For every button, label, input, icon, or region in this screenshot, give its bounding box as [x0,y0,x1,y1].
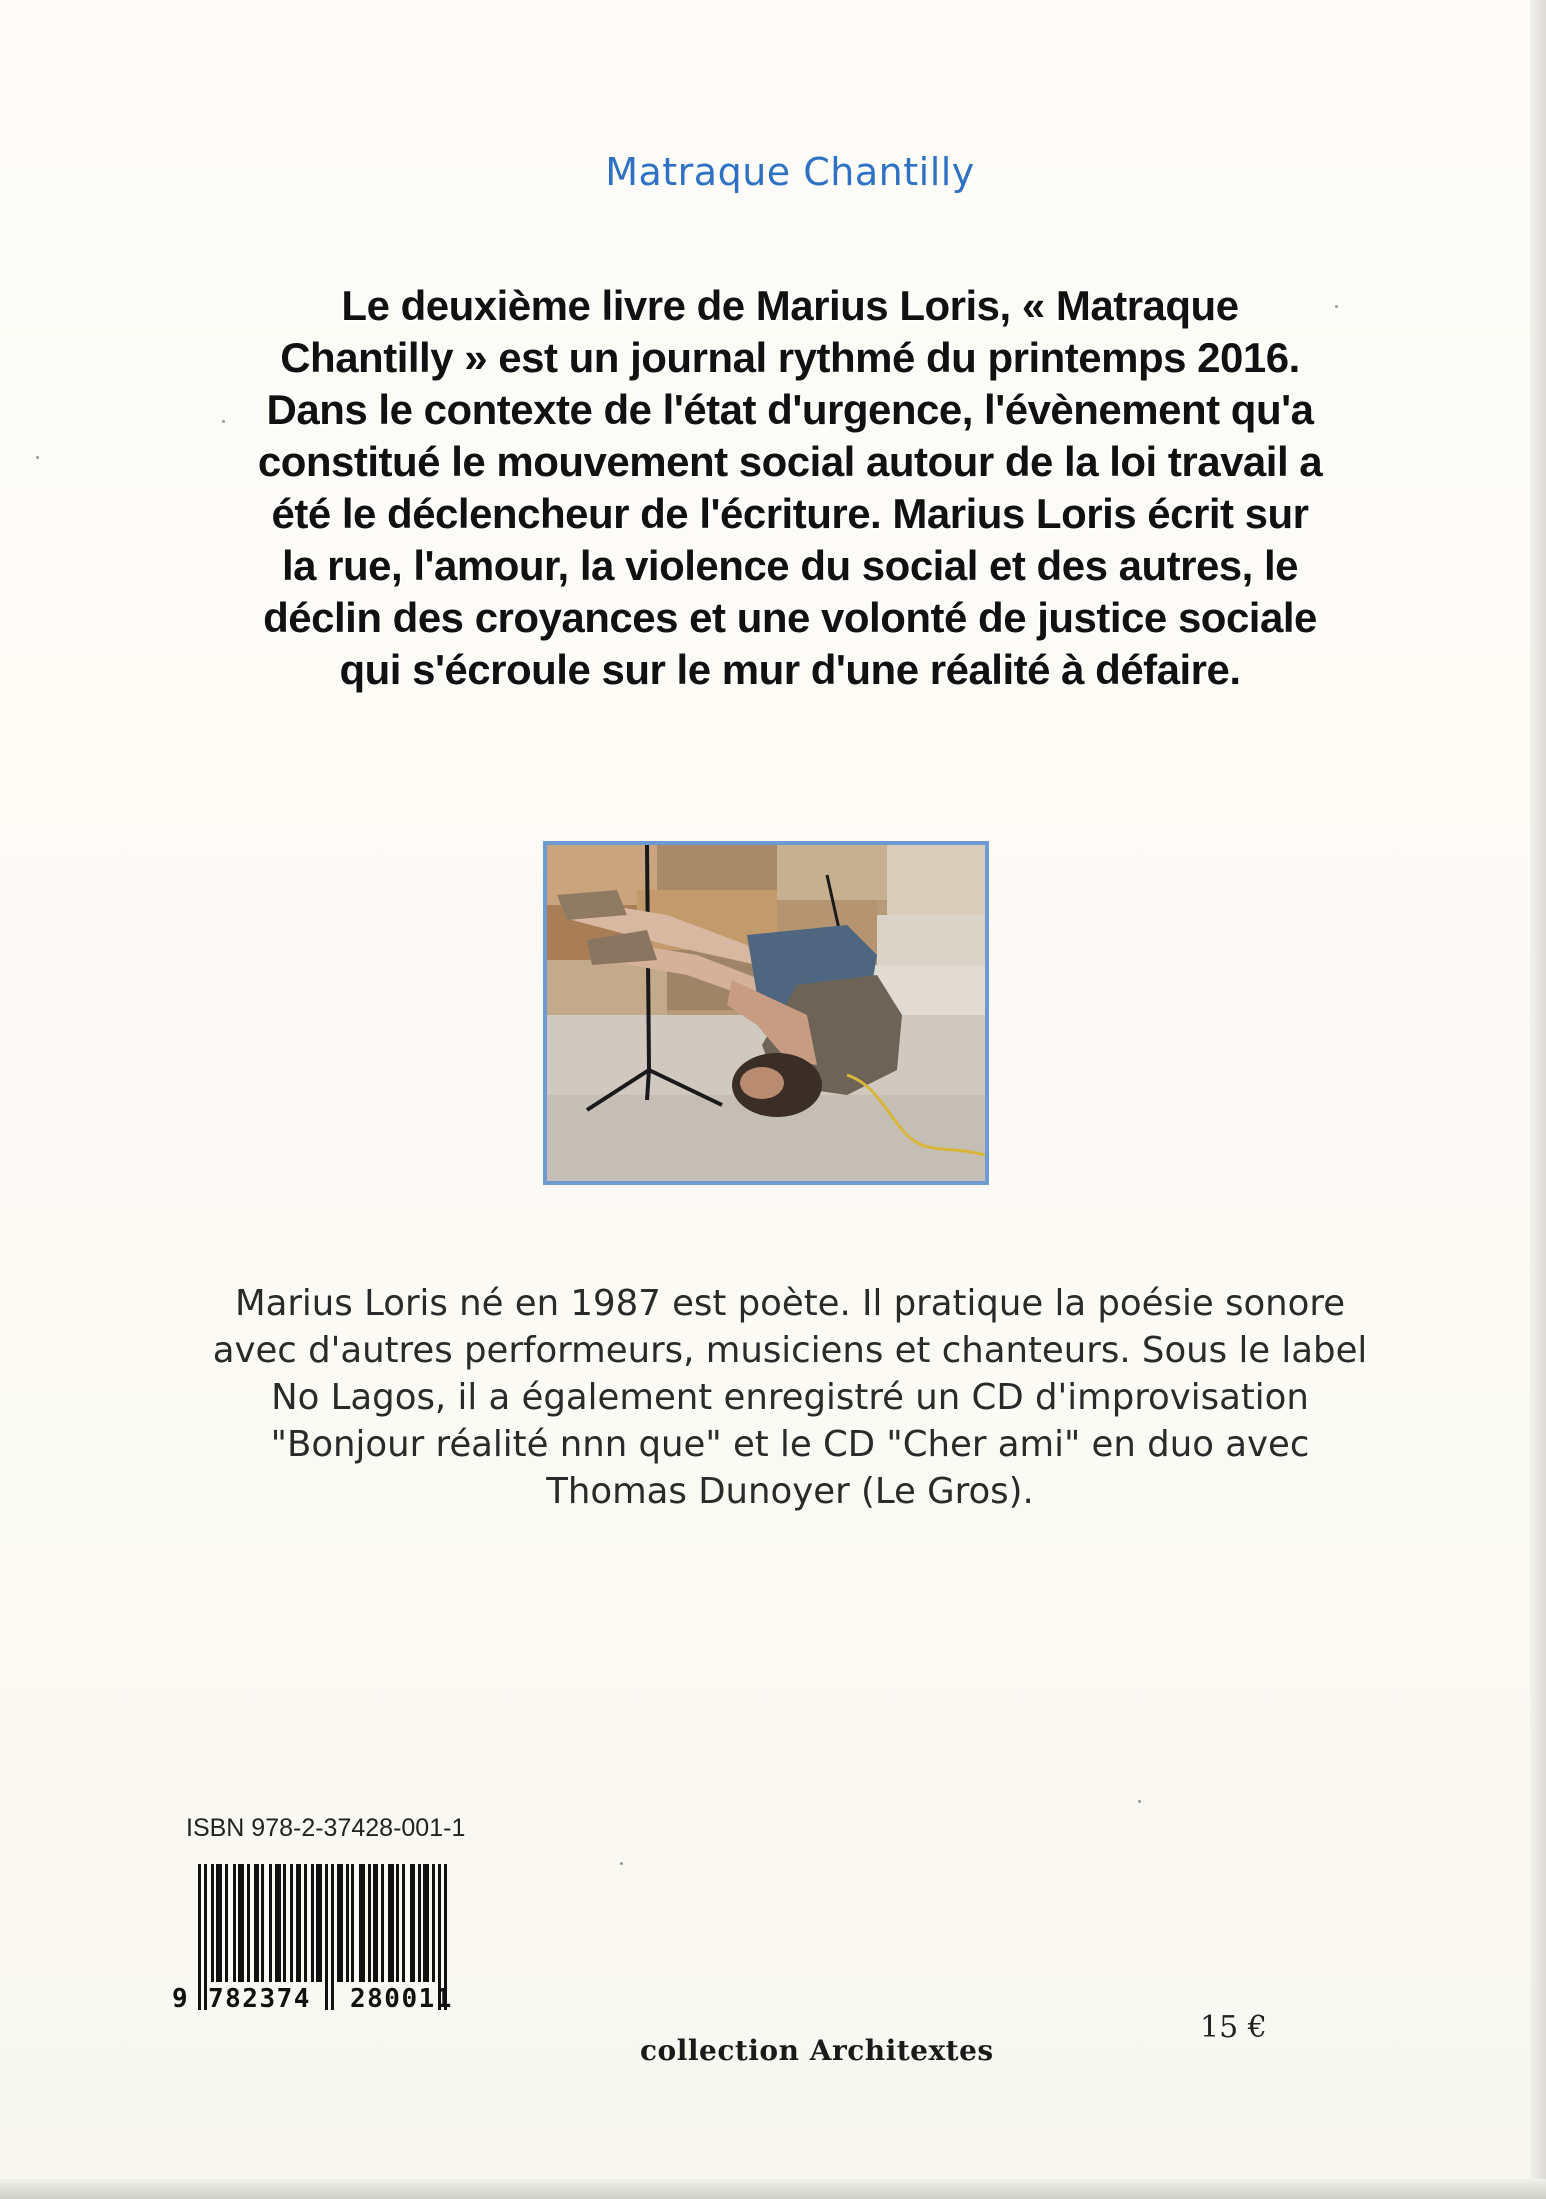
speck [36,456,39,459]
speck [620,1862,623,1865]
isbn-label: ISBN 978-2-37428-001-1 [186,1814,466,1842]
barcode-bars [198,1864,488,1982]
book-title: Matraque Chantilly [605,150,975,194]
barcode-left-group: 782374 [208,1984,311,2014]
page-edge-bottom [0,2179,1546,2199]
author-photo-illustration [547,845,985,1181]
collection-label: collection Architextes [640,2034,994,2067]
barcode-digits [170,1984,494,2014]
speck [1138,1800,1141,1803]
speck [1335,305,1338,308]
barcode [170,1864,494,2014]
speck [222,420,225,423]
page-edge-right [1530,0,1546,2199]
author-bio: Marius Loris né en 1987 est poète. Il pratique la poésie sonore avec d'autres performeurs, musiciens et chanteurs. Sous le label No Lagos, il a également enregistré un CD d'improvisation "Bonjour réalité nnn que" et le CD "Cher ami" en duo avec Thomas Dunoyer (Le Gros). [212,1283,1368,1512]
book-blurb: Le deuxième livre de Marius Loris, « Matraque Chantilly » est un journal rythmé du printemps 2016. Dans le contexte de l'état d'urgence, l'évènement qu'a constitué le mouvement social autour de la loi travail a été le déclencheur de l'écriture. Marius Loris écrit sur la rue, l'amour, la violence du social et des autres, le déclin des croyances et une volonté de justice sociale qui s'écroule sur le mur d'une réalité à défaire. [257,282,1323,693]
author-photo [543,841,989,1185]
barcode-right-group: 280011 [350,1984,453,2014]
price-label: 15 € [1200,2010,1267,2045]
barcode-first-digit: 9 [172,1984,188,2014]
